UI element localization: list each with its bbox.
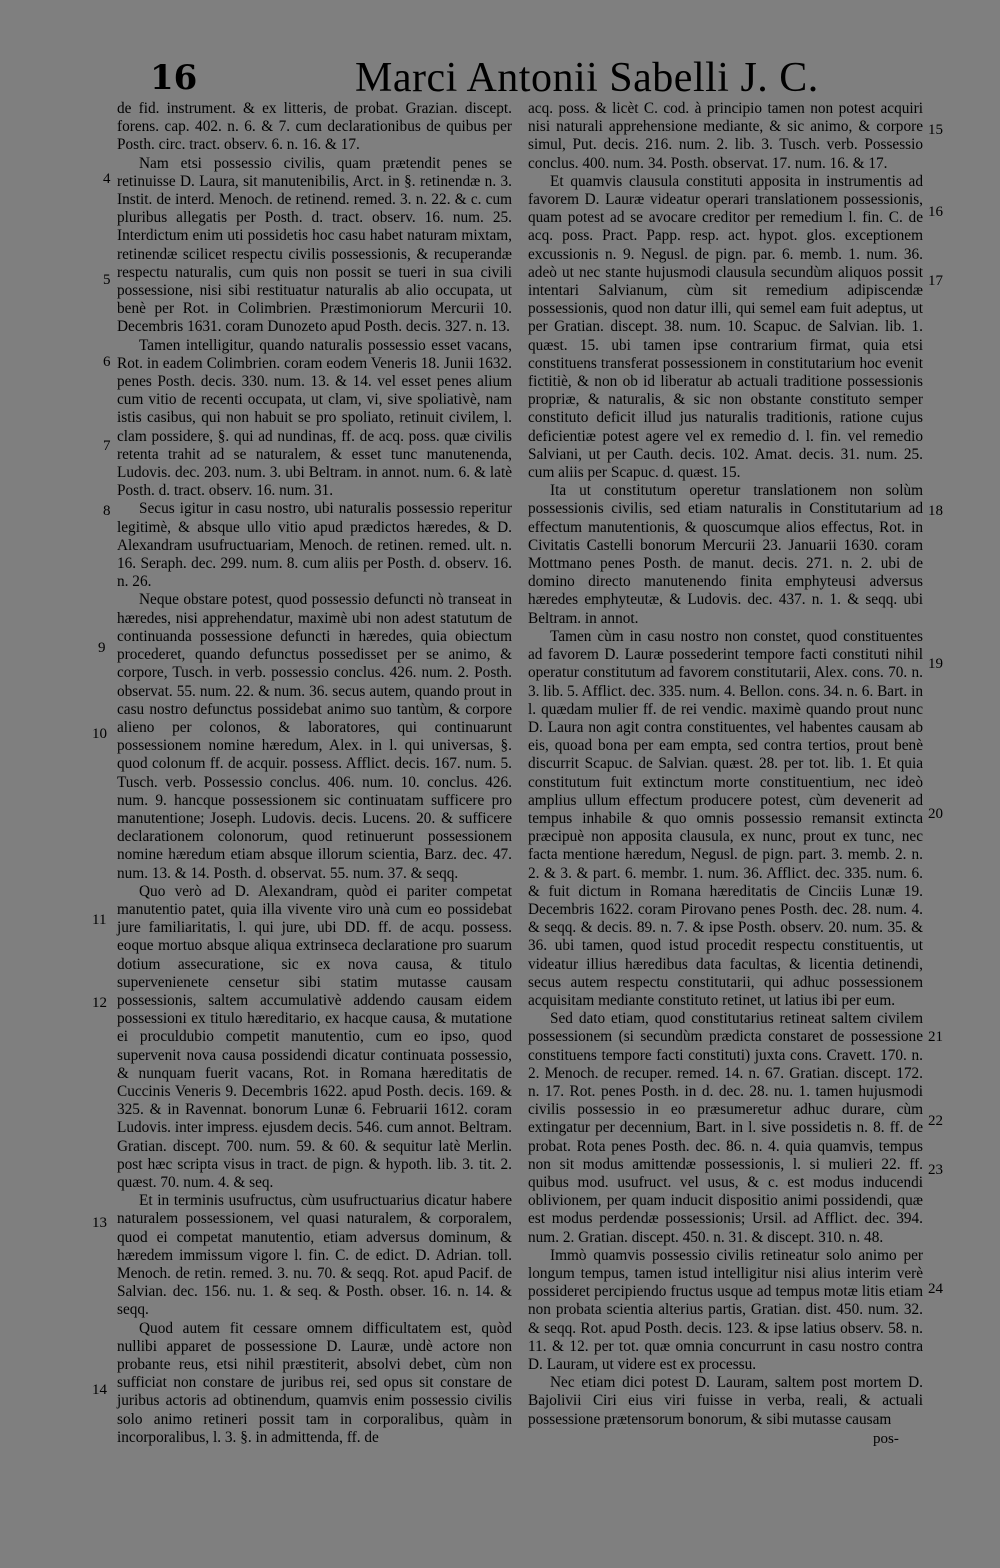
margin-number: 19 [928,656,943,672]
margin-number: 14 [92,1382,107,1398]
margin-number: 15 [928,122,943,138]
paragraph: Sed dato etiam, quod constitutarius retineat saltem civilem possessionem (si secundùm prædicta constaret de possessione constituens tempore facti constituti) juxta cons. Cravett. 170. n. 2. Menoch. de recuper. remed. 14. n. 67. Gratian. discept. 172. n. 17. Rot. penes Posth. in d. dec. 28. nu. 1. tamen hujusmodi civilis possessio in eo præsumeretur adhuc durare, cùm extingatur per decennium, Bart. in l. sive possidetis n. 8. ff. de probat. Rota penes Posth. dec. 86. n. 4. quia quamvis, tempus non sit modus amittendæ possessionis, l. si mulieri 22. ff. quibus mod. usufruct. vel usus, & c. est modus inducendi oblivionem, per quam inducit dispositio animi possidendi, quæ est modus perdendæ possessionis; Ursil. ad Afflict. dec. 394. num. 2. Gratian. discept. 450. n. 31. & discept. 310. n. 48. [528,1010,923,1246]
paragraph: Nec etiam dici potest D. Lauram, saltem post mortem D. Bajolivii Ciri eius viri fuisse in verba, reali, & actuali possessione prætensorum bonorum, & sibi mutasse causam [528,1374,923,1428]
margin-number: 5 [103,272,111,288]
page-number: 16 [150,58,198,98]
margin-number: 12 [92,995,107,1011]
paragraph: Tamen intelligitur, quando naturalis possessio esset vacans, Rot. in eadem Colimbrien. coram eodem Veneris 18. Junii 1632. penes Posth. decis. 330. num. 13. & 14. vel esset penes alium cum vitio de recenti occupata, ut clam, vi, sive spoliativè, nam istis casibus, qui non habuit se pro spoliato, retinuit civilem, l. clam possidere, §. qui ad nundinas, ff. de acq. poss. quæ civilis retenta trahit ad se naturalem, & esset tunc manutenenda, Ludovis. dec. 203. num. 3. ubi Beltram. in annot. num. 6. & latè Posth. d. tract. observ. 16. num. 31. [117,336,512,500]
paragraph: Secus igitur in casu nostro, ubi naturalis possessio reperitur legitimè, & absque ullo vitio apud prædictos hæredes, & D. Alexandram usufructuariam, Menoch. de retinen. remed. ult. n. 16. Seraph. dec. 299. num. 8. cum aliis per Posth. d. observ. 16. n. 26. [117,500,512,591]
margin-number: 22 [928,1113,943,1129]
margin-number: 13 [92,1215,107,1231]
paragraph: Immò quamvis possessio civilis retineatur solo animo per longum tempus, tamen istud intelligitur nisi alius interim verè possideret percipiendo fructus usque ad tempus motæ litis etiam non probata scientia alterius partis, Gratian. dist. 450. num. 32. & seqq. Rot. apud Posth. decis. 123. & ipse latius observ. 58. n. 11. & 12. per tot. quæ omnia concurrunt in casu nostro contra D. Lauram, ut videre est ex processu. [528,1246,923,1374]
margin-number: 24 [928,1281,943,1297]
margin-number: 7 [103,438,111,454]
running-title: Marci Antonii Sabelli J. C. [355,55,819,101]
margin-number: 16 [928,204,943,220]
margin-number: 20 [928,806,943,822]
catchword: pos- [873,1431,899,1447]
paragraph: Neque obstare potest, quod possessio defuncti nò transeat in hæredes, nisi apprehendatur, maximè ubi non adest statutum de continuanda possessione defuncti in hæredes, quia obiectum procederet, quando defunctus possedisset per se animo, & corpore, Tusch. in verb. possessio conclus. 426. num. 2. Posth. observat. 55. num. 22. & num. 36. secus autem, quando prout in casu nostro defunctus possidebat animo suo tantùm, & corpore alieno per colonos, & laboratores, qui continuarunt possessionem nomine hæredum, Alex. in l. qui universas, §. quod colonum ff. de acquir. possess. Afflict. decis. 167. num. 5. Tusch. verb. Possessio conclus. 406. num. 10. conclus. 426. num. 9. hancque possessionem sic continuatam sufficere pro manutentione; Joseph. Ludovis. decis. Lucens. 20. & sufficere declarationem colonorum, quod retinuerunt possessionem nomine hæredum etiam absque illorum scientia, Barz. dec. 47. num. 13. & 14. Posth. d. observat. 55. num. 37. & seqq. [117,591,512,882]
paragraph: Nam etsi possessio civilis, quam prætendit penes se retinuisse D. Laura, sit manutenibilis, Arct. in §. retinendæ n. 3. Instit. de interd. Menoch. de retinend. remed. 3. n. 22. & c. cum pluribus allegatis per Posth. d. tract. observ. 16. num. 25. Interdictum enim uti possidetis hoc casu habet naturam mixtam, retinendæ scilicet respectu civilis possessionis, & recuperandæ respectu naturalis, cum quis non possit se tueri in sua civili possessione, nisi sibi restituatur naturalis ab alio occupata, ut benè per Rot. in Colimbrien. Præstimoniorum Mercurii 10. Decembris 1631. coram Dunozeto apud Posth. decis. 327. n. 13. [117,154,512,336]
left-text-column [117,100,512,1447]
paragraph: Quod autem fit cessare omnem difficultatem est, quòd nullibi apparet de possessione D. Lauræ, undè actore non probante reus, etsi nihil præstiterit, absolvi debet, cùm non sufficiat non constare de juribus rei, sed opus sit constare de juribus actoris ad obtinendum, quamvis enim possessio civilis solo animo retineri possit tam in corporalibus, quàm in incorporalibus, l. 3. §. in admittenda, ff. de [117,1319,512,1446]
page-header [0,55,1000,106]
margin-number: 9 [98,640,106,656]
margin-number: 10 [92,726,107,742]
margin-number: 17 [928,273,943,289]
margin-number: 11 [92,912,107,928]
margin-number: 6 [103,354,111,370]
margin-number: 21 [928,1029,943,1045]
margin-number: 23 [928,1162,943,1178]
right-text-column [528,100,923,1429]
paragraph: Ita ut constitutum operetur translationem non solùm possessionis civilis, sed etiam naturalis in Constitutarium ad effectum manutentionis, & quoscumque alios effectus, Rot. in Civitatis Castelli bonorum Mercurii 23. Januarii 1630. coram Mottmano penes Posth. de manut. decis. 271. n. 2. ubi de domino directo manutenendo finita emphyteusi adversus hæredes emphyteutæ, & Ludovis. dec. 437. n. 1. & seqq. ubi Beltram. in annot. [528,482,923,627]
paragraph: Et quamvis clausula constituti apposita in instrumentis ad favorem D. Lauræ videatur operari translationem possessionis, quam potest ad se avocare creditor per remedium l. fin. C. de acq. poss. Pract. Papp. resp. act. hypot. glos. exceptionem excussionis n. 9. Negusl. de pign. par. 6. memb. 1. num. 36. adeò ut nec stante hujusmodi clausula secundùm aliquos possit intentari Salvianum, cùm sit remedium adipiscendæ possessionis, quod non datur illi, qui semel eam fuit adeptus, ut per Gratian. discept. 38. num. 10. Scapuc. de Salvian. lib. 1. quæst. 15. ubi tamen ipse contrarium firmat, quia etsi constituens transferat possessionem in constitutarium hoc evenit fictitiè, & non ob id liberatur ab actuali traditione possessionis propriæ, & naturalis, & sic non obstante constituto semper constituto deficit illud jus naturalis traditionis, ratione cujus deficientiæ potest agere vel ex remedio d. l. fin. vel remedio Salviani, ut per Cauth. decis. 102. Amat. decis. 31. num. 25. cum aliis per Scapuc. d. quæst. 15. [528,172,923,482]
paragraph: Tamen cùm in casu nostro non constet, quod constituentes ad favorem D. Lauræ possederint tempore facti constituti nihil operatur constitutum ad favorem constitutarii, Alex. cons. 70. n. 3. lib. 5. Afflict. dec. 335. num. 4. Bellon. cons. 34. n. 6. Bart. in l. quædam mulier ff. de rei vendic. maximè quando prout nunc D. Laura non agit contra constituentes, vel habentes causam ab eis, quoad bona per eam empta, sed contra tertios, prout benè discurrit Scapuc. de Salvian. quæst. 28. per tot. lib. 1. Et quia constitutum fuit extinctum morte constituentium, nec ideò amplius ullum effectum producere potest, cùm devenerit ad tempus inhabile & quo omnis possessio remansit extincta præcipuè non apposita clausula, ex nunc, prout ex tunc, nec facta mentione hæredum, Negusl. de pign. part. 3. memb. 2. n. 2. & 3. & part. 6. membr. 1. num. 36. Afflict. dec. 335. num. 6. & fuit dictum in Romana hæreditatis de Cinciis Lunæ 19. Decembris 1622. coram Pirovano penes Posth. dec. 28. num. 4. & seqq. & decis. 89. n. 7. & ipse Posth. observ. 20. num. 35. & 36. ubi tamen, quod istud procedit respectu constituentis, ut videatur illius hæredibus data facultas, & licentia detinendi, secus autem respectu constitutarii, qui adhuc possessionem acquisitam mediante constituto retinet, ut latius ibi per eum. [528,627,923,1009]
margin-number: 4 [103,171,111,187]
margin-number: 8 [103,503,111,519]
paragraph: de fid. instrument. & ex litteris, de probat. Grazian. discept. forens. cap. 402. n. 6. & 7. cum declarationibus de quibus per Posth. circ. tract. observ. 6. n. 16. & 17. [117,100,512,154]
paragraph: acq. poss. & licèt C. cod. à principio tamen non potest acquiri nisi naturali apprehensione mediante, & sic animo, & corpore simul, Put. decis. 216. num. 2. lib. 3. Tusch. verb. Possessio conclus. 400. num. 34. Posth. observat. 17. num. 16. & 17. [528,100,923,172]
margin-number: 18 [928,503,943,519]
paragraph: Et in terminis usufructus, cùm usufructuarius dicatur habere naturalem possessionem, vel quasi naturalem, & corporalem, quod ei competat manutentio, etiam adversus dominum, & hæredem immissum vigore l. fin. C. de edict. D. Adrian. toll. Menoch. de retin. remed. 3. nu. 70. & seqq. Rot. apud Pacif. de Salvian. dec. 156. nu. 1. & seq. & Posth. obser. 16. n. 14. & seqq. [117,1192,512,1319]
paragraph: Quo verò ad D. Alexandram, quòd ei pariter competat manutentio patet, quia illa vivente viro unà cum eo possidebat jure familiaritatis, l. qui jure, ubi DD. ff. de acqu. possess. eoque mortuo absque aliqua extrinseca declaratione pro suarum dotium assecuratione, sic ex nova causa, & titulo supervenienete censetur sibi statim mutasse causam possessionis, saltem accumulativè addendo causam eidem possessioni ex titulo hæreditario, ex hacque causa, & mutatione ei proculdubio competit manutentio, cum eo ipso, quod supervenit nova causa possidendi dicatur continuata possessio, & nunquam fuerit vacans, Rot. in Romana hæreditatis de Cuccinis Veneris 9. Decembris 1622. apud Posth. decis. 169. & 325. & in Ravennat. bonorum Lunæ 6. Februarii 1612. coram Ludovis. inter impress. ejusdem decis. 546. cum annot. Beltram. Gratian. discept. 700. num. 59. & 60. & sequitur latè Merlin. post hæc scripta visus in tract. de pign. & hypoth. lib. 3. tit. 2. quæst. 70. num. 4. & seq. [117,882,512,1191]
